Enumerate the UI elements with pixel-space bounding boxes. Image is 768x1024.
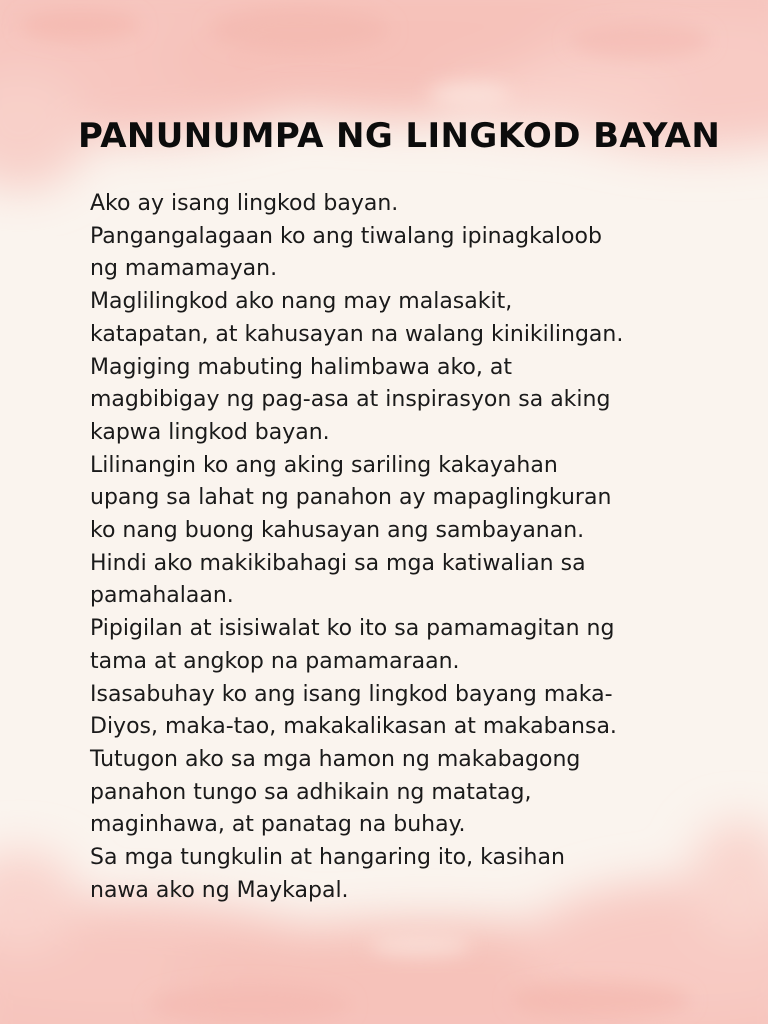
oath-line: nawa ako ng Maykapal. — [90, 877, 349, 903]
oath-line: Isasabuhay ko ang isang lingkod bayang maka- — [90, 681, 613, 707]
oath-line: Pipigilan at isisiwalat ko ito sa pamamagitan ng — [90, 616, 615, 642]
oath-line: ko nang buong kahusayan ang sambayanan. — [90, 518, 585, 544]
oath-line: Hindi ako makikibahagi sa mga katiwalian sa — [90, 550, 586, 576]
page-title: PANUNUMPA NG LINGKOD BAYAN — [78, 116, 721, 156]
oath-body — [90, 188, 760, 907]
oath-line: upang sa lahat ng panahon ay mapaglingkuran — [90, 485, 612, 511]
oath-line: ng mamamayan. — [90, 256, 278, 282]
oath-line: panahon tungo sa adhikain ng matatag, — [90, 779, 532, 805]
oath-line: magbibigay ng pag-asa at inspirasyon sa aking — [90, 387, 611, 413]
oath-line: Ako ay isang lingkod bayan. — [90, 191, 399, 216]
oath-line: pamahalaan. — [90, 583, 234, 609]
oath-line: Tutugon ako sa mga hamon ng makabagong — [90, 746, 581, 772]
oath-line: tama at angkop na pamamaraan. — [90, 648, 460, 674]
oath-line: Diyos, maka-tao, makakalikasan at makabansa. — [90, 714, 617, 740]
oath-line: Maglilingkod ako nang may malasakit, — [90, 289, 513, 315]
oath-line: katapatan, at kahusayan na walang kinikilingan. — [90, 321, 624, 347]
oath-line: kapwa lingkod bayan. — [90, 419, 330, 445]
oath-line: Sa mga tungkulin at hangaring ito, kasihan — [90, 845, 565, 871]
oath-line: Lilinangin ko ang aking sariling kakayahan — [90, 452, 558, 478]
oath-line: Pangangalagaan ko ang tiwalang ipinagkaloob — [90, 223, 602, 249]
oath-line: maginhawa, at panatag na buhay. — [90, 812, 466, 838]
oath-line: Magiging mabuting halimbawa ako, at — [90, 354, 512, 380]
